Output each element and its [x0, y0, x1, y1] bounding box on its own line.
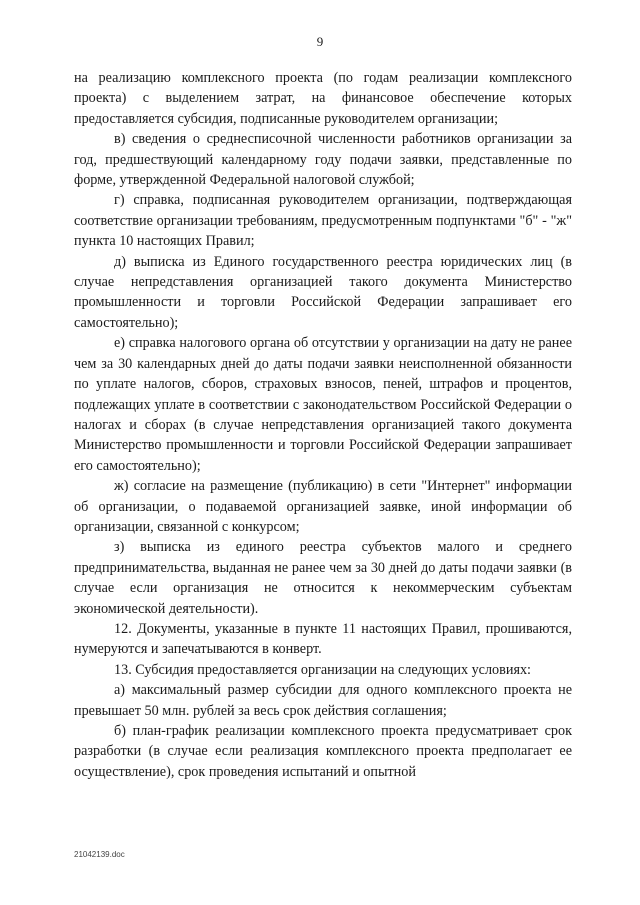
paragraph-item-e: е) справка налогового органа об отсутствии у организации на дату не ранее чем за 30 календарных дней до даты подачи заявки неисполненной обязанности по уплате налогов, сборов, страховых взносов, пеней, штрафов и процентов, подлежащих уплате в соответствии с законодательством Российской Федерации о налогах и сборах (в случае непредставления организацией такого документа Министерство промышленности и торговли Российской Федерации запрашивает его самостоятельно); — [74, 335, 572, 474]
file-name-footer: 21042139.doc — [74, 850, 125, 859]
paragraph-13-b: б) план-график реализации комплексного проекта предусматривает срок разработки (в случае если реализация комплексного проекта предполагает ее осуществление), срок проведения испытаний и опытной — [74, 723, 572, 780]
paragraph-item-g: г) справка, подписанная руководителем организации, подтверждающая соответствие организации требованиям, предусмотренным подпунктами "б" - "ж" пункта 10 настоящих Правил; — [74, 192, 572, 250]
paragraph-item-zh: ж) согласие на размещение (публикацию) в сети "Интернет" информации об организации, о подаваемой организацией заявке, иной информации об организации, связанной с конкурсом; — [74, 478, 572, 535]
page-number: 9 — [316, 34, 324, 49]
paragraph-item-d: д) выписка из Единого государственного реестра юридических лиц (в случае непредставления организацией такого документа Министерство промышленности и торговли Российской Федерации запрашивает его самостоятельно); — [74, 253, 572, 331]
paragraph-item-v: в) сведения о среднесписочной численности работников организации за год, предшествующий календарному году подачи заявки, представленные по форме, утвержденной Федеральной налоговой службой; — [74, 131, 572, 189]
paragraph-13-a: а) максимальный размер субсидии для одного комплексного проекта не превышает 50 млн. рублей за весь срок действия соглашения; — [74, 682, 572, 719]
paragraph-13: 13. Субсидия предоставляется организации на следующих условиях: — [114, 661, 531, 678]
paragraph-continuation: на реализацию комплексного проекта (по годам реализации комплексного проекта) с выделением затрат, на финансовое обеспечение которых предоставляется субсидия, подписанные руководителем организации; — [74, 70, 572, 127]
document-body — [74, 68, 572, 782]
paragraph-12: 12. Документы, указанные в пункте 11 настоящих Правил, прошиваются, нумеруются и запечатываются в конверт. — [74, 620, 572, 658]
paragraph-item-z: з) выписка из единого реестра субъектов малого и среднего предпринимательства, выданная не ранее чем за 30 дней до даты подачи заявки (в случае если организация не относится к некоммерческим субъектам экономической деятельности). — [74, 539, 572, 617]
